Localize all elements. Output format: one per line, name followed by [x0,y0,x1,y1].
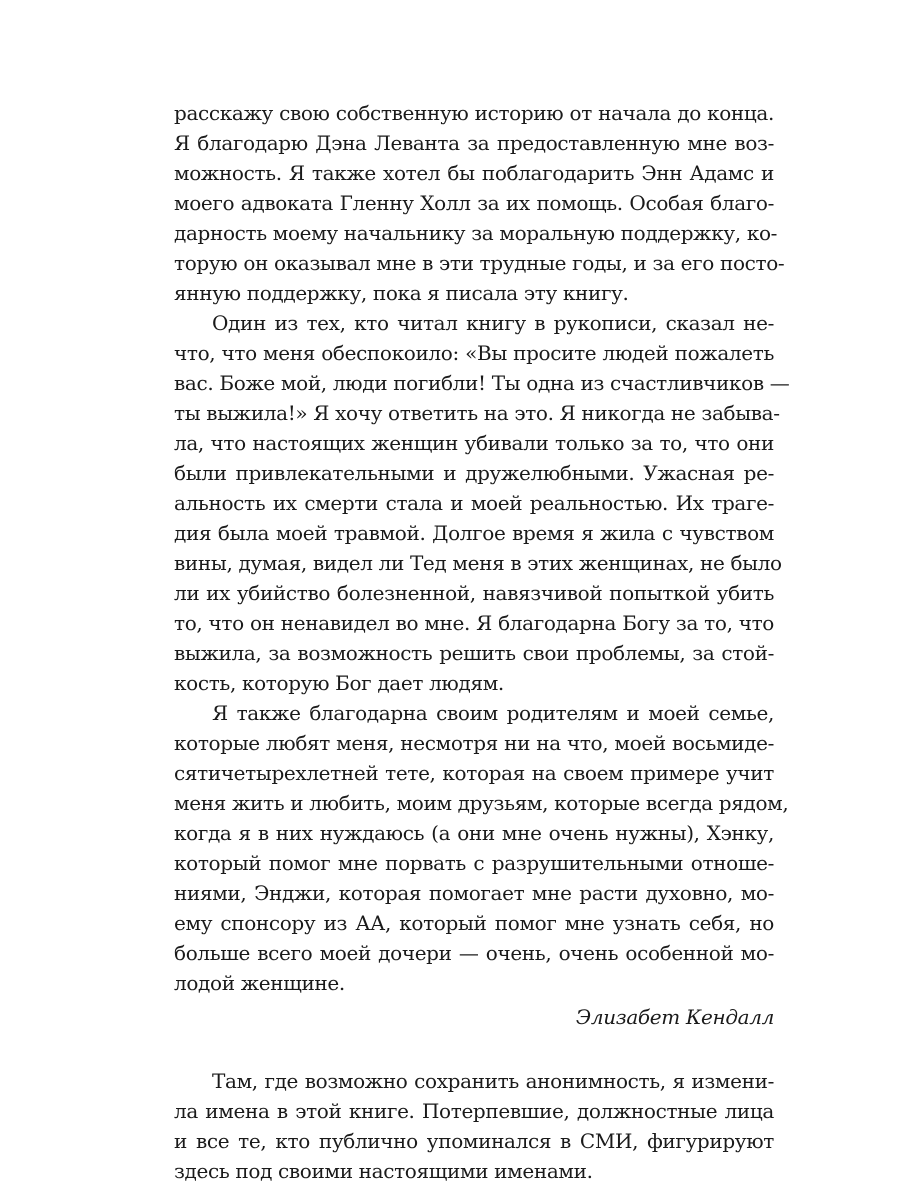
text-line: который помог мне порвать с разрушительными отноше- [174,851,774,875]
text-line: ла имена в этой книге. Потерпевшие, должностные лица [174,1099,774,1123]
text-line: кость, которую Бог дает людям. [174,671,504,695]
text-line: янную поддержку, пока я писала эту книгу. [174,281,629,305]
text-line: ниями, Энджи, которая помогает мне расти духовно, мо- [174,881,774,905]
author-signature: Элизабет Кендалл [575,1005,774,1029]
paragraph-acknowledgements-3 [174,698,789,998]
text-line: ты выжила!» Я хочу ответить на это. Я никогда не забыва- [174,401,780,425]
paragraph-acknowledgements-1 [174,98,785,308]
text-line: ла, что настоящих женщин убивали только за то, что они [174,431,774,455]
text-line: можность. Я также хотел бы поблагодарить Энн Адамс и [174,161,774,185]
text-line: торую он оказывал мне в эти трудные годы, и за его посто- [174,251,785,275]
text-line: вины, думая, видел ли Тед меня в этих женщинах, не было [174,551,782,575]
text-line: Один из тех, кто читал книгу в рукописи, сказал не- [212,311,774,335]
text-line: и все те, кто публично упоминался в СМИ, фигурируют [174,1129,774,1153]
text-line: то, что он ненавидел во мне. Я благодарна Богу за то, что [174,611,774,635]
text-line: Я благодарю Дэна Леванта за предоставленную мне воз- [174,131,774,155]
text-line: которые любят меня, несмотря ни на что, моей восьмиде- [174,731,774,755]
text-line: меня жить и любить, моим друзьям, которые всегда рядом, [174,791,789,815]
text-line: моего адвоката Гленну Холл за их помощь. Особая благо- [174,191,774,215]
text-line: ли их убийство болезненной, навязчивой попыткой убить [174,581,774,605]
text-line: здесь под своими настоящими именами. [174,1159,593,1183]
text-line: дарность моему начальнику за моральную поддержку, ко- [174,221,778,245]
text-line: дия была моей травмой. Долгое время я жила с чувством [174,521,774,545]
text-line: выжила, за возможность решить свои проблемы, за стой- [174,641,774,665]
text-line: больше всего моей дочери — очень, очень особенной мо- [174,941,774,965]
text-line: Я также благодарна своим родителям и моей семье, [212,701,774,725]
text-line: были привлекательными и дружелюбными. Ужасная ре- [174,461,774,485]
section-spacer [174,1032,774,1066]
text-line: что, что меня обеспокоило: «Вы просите людей пожалеть [174,341,774,365]
text-line: ему спонсору из АА, который помог мне узнать себя, но [174,911,774,935]
paragraph-acknowledgements-2 [174,308,790,698]
text-line: когда я в них нуждаюсь (а они мне очень нужны), Хэнку, [174,821,774,845]
text-line: лодой женщине. [174,971,345,995]
text-line: вас. Боже мой, люди погибли! Ты одна из счастливчиков — [174,371,790,395]
book-page [174,98,790,1186]
text-line: расскажу свою собственную историю от начала до конца. [174,101,774,125]
text-line: Там, где возможно сохранить анонимность, я измени- [212,1069,774,1093]
paragraph-anonymity-note [174,1066,774,1186]
text-line: сятичетырехлетней тете, которая на своем примере учит [174,761,774,785]
text-line: альность их смерти стала и моей реальностью. Их траге- [174,491,774,515]
